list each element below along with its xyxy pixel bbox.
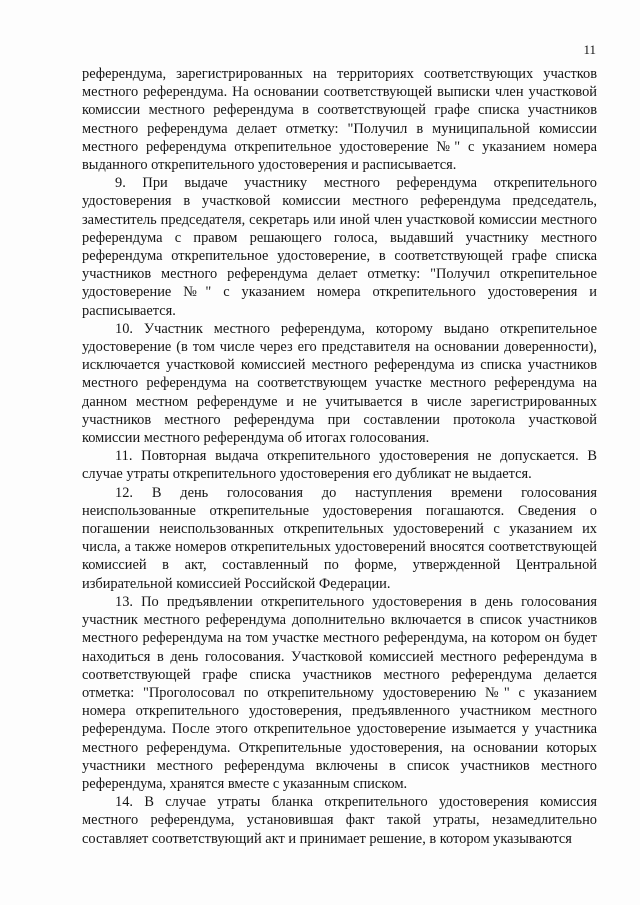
document-body: [82, 65, 597, 848]
paragraph-12: 12. В день голосования до наступления времени голосования неиспользованные открепительные удостоверения погашаются. Сведения о погашении неиспользованных открепительных удостоверений с указанием их числа, а также номеров открепительных удостоверений вносятся соответствующей комиссией в акт, составленный по форме, утвержденной Центральной избирательной комиссией Российской Федерации.: [82, 484, 597, 592]
page-number: 11: [583, 42, 596, 57]
paragraph-continuation: референдума, зарегистрированных на территориях соответствующих участков местного референдума. На основании соответствующей выписки член участковой комиссии местного референдума в соответствующей графе списка участников местного референдума делает отметку: "Получил в муниципальной комиссии местного референдума открепительное удостоверение №" с указанием номера выданного открепительного удостоверения и расписывается.: [82, 66, 597, 174]
paragraph-10: 10. Участник местного референдума, которому выдано открепительное удостоверение (в том числе через его представителя на основании доверенности), исключается участковой комиссией местного референдума из списка участников местного референдума на соответствующем участке местного референдума на данном местном референдуме и не учитывается в числе зарегистрированных участников местного референдума при составлении протокола участковой комиссии местного референдума об итогах голосования.: [82, 320, 597, 447]
paragraph-11: 11. Повторная выдача открепительного удостоверения не допускается. В случае утраты открепительного удостоверения его дубликат не выдается.: [82, 448, 597, 483]
paragraph-9: 9. При выдаче участнику местного референдума открепительного удостоверения в участковой комиссии местного референдума председатель, заместитель председателя, секретарь или иной член участковой комиссии местного референдума с правом решающего голоса, выдавший участнику местного референдума открепительное удостоверение, в соответствующей графе списка участников местного референдума делает отметку: "Получил открепительное удостоверение №" с указанием номера открепительного удостоверения и расписывается.: [82, 175, 597, 319]
paragraph-13: 13. По предъявлении открепительного удостоверения в день голосования участник местного референдума дополнительно включается в список участников местного референдума на том участке местного референдума, на котором он будет находиться в день голосования. Участковой комиссией местного референдума в соответствующей графе списка участников местного референдума делается отметка: "Проголосовал по открепительному удостоверению №" с указанием номера открепительного удостоверения, предъявленного участником местного референдума. После этого открепительное удостоверение изымается у участника местного референдума. Открепительные удостоверения, на основании которых участники местного референдума включены в список участников местного референдума, хранятся вместе с указанным списком.: [82, 593, 597, 792]
paragraph-14: 14. В случае утраты бланка открепительного удостоверения комиссия местного референдума, установившая факт такой утраты, незамедлительно составляет соответствующий акт и принимает решение, в котором указываются: [82, 794, 597, 847]
